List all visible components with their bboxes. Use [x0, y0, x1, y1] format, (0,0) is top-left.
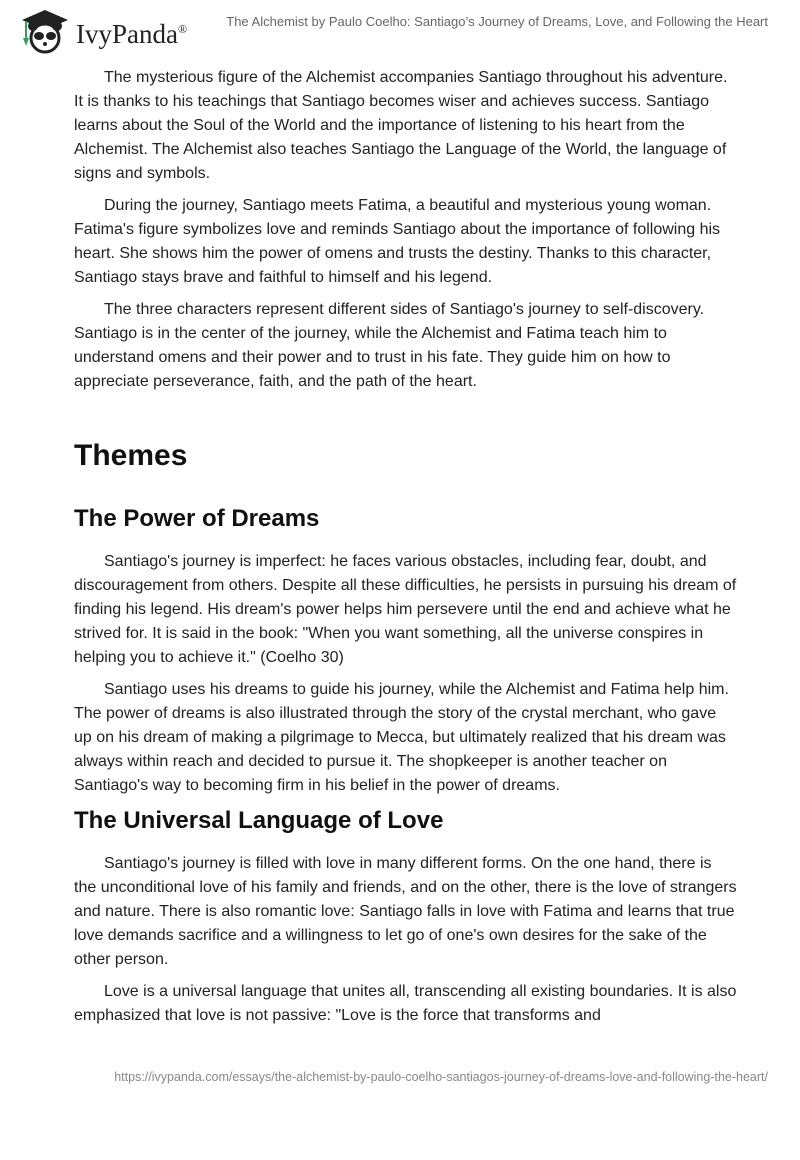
paragraph-alchemist: The mysterious figure of the Alchemist accompanies Santiago throughout his adventure. It is thanks to his teachings that Santiago becomes wiser and achieves success. Santiago learns about the Soul of the World and the importance of listening to his heart from the Alchemist. The Alchemist also teaches Santiago the Language of the World, the language of signs and symbols. — [74, 69, 728, 182]
paragraph-love-forms: Santiago's journey is filled with love in many different forms. On the one hand, there is the unconditional love of his family and friends, and on the other, there is the love of strangers and nature. There is also romantic love: Santiago falls in love with Fatima and learns that true love demands sacrifice and a willingness to let go of one's own desires for the sake of the other person. — [74, 855, 737, 968]
registered-mark: ® — [177, 21, 188, 36]
footer — [0, 1068, 768, 1086]
heading-themes: Themes — [74, 439, 188, 472]
paragraph-universal-love: Love is a universal language that unites all, transcending all existing boundaries. It is also emphasized that love is not passive: "Love is the force that transforms and — [74, 983, 737, 1024]
paragraph-fatima: During the journey, Santiago meets Fatima, a beautiful and mysterious young woman. Fatima's figure symbolizes love and reminds Santiago about the importance of following his heart. She shows him the power of omens and trusts the destiny. Thanks to this character, Santiago stays brave and faithful to himself and his legend. — [74, 197, 721, 286]
paragraph-three-characters: The three characters represent different sides of Santiago's journey to self-discovery. Santiago is in the center of the journey, while the Alchemist and Fatima teach him to understand omens and their power and to trust in his fate. They guide him on how to appreciate perseverance, faith, and the path of the heart. — [74, 301, 705, 390]
logo-text: IvyPanda — [76, 18, 178, 49]
footer-url-link[interactable]: https://ivypanda.com/essays/the-alchemist-by-paulo-coelho-santiagos-journey-of-dreams-love-and-following-the-heart/ — [114, 1070, 768, 1084]
paragraph-journey-imperfect: Santiago's journey is imperfect: he faces various obstacles, including fear, doubt, and discouragement from others. Despite all these difficulties, he persists in pursuing his dream of finding his legend. His dream's power helps him persevere until the end and achieve what he strived for. It is said in the book: "When you want something, all the universe conspires in helping you to achieve it." (Coelho 30) — [74, 553, 737, 666]
heading-language-of-love: The Universal Language of Love — [74, 807, 444, 834]
running-title: The Alchemist by Paulo Coelho: Santiago’s Journey of Dreams, Love, and Following the Heart — [226, 14, 768, 29]
article-content — [74, 0, 738, 1028]
paragraph-dreams-guide: Santiago uses his dreams to guide his journey, while the Alchemist and Fatima help him. The power of dreams is also illustrated through the story of the crystal merchant, who gave up on his dream of making a pilgrimage to Mecca, but ultimately realized that his dream was always within reach and decided to pursue it. The shopkeeper is another teacher on Santiago's way to becoming firm in his belief in the power of dreams. — [74, 681, 729, 794]
panda-logo-icon — [18, 8, 72, 54]
heading-power-of-dreams: The Power of Dreams — [74, 505, 320, 532]
